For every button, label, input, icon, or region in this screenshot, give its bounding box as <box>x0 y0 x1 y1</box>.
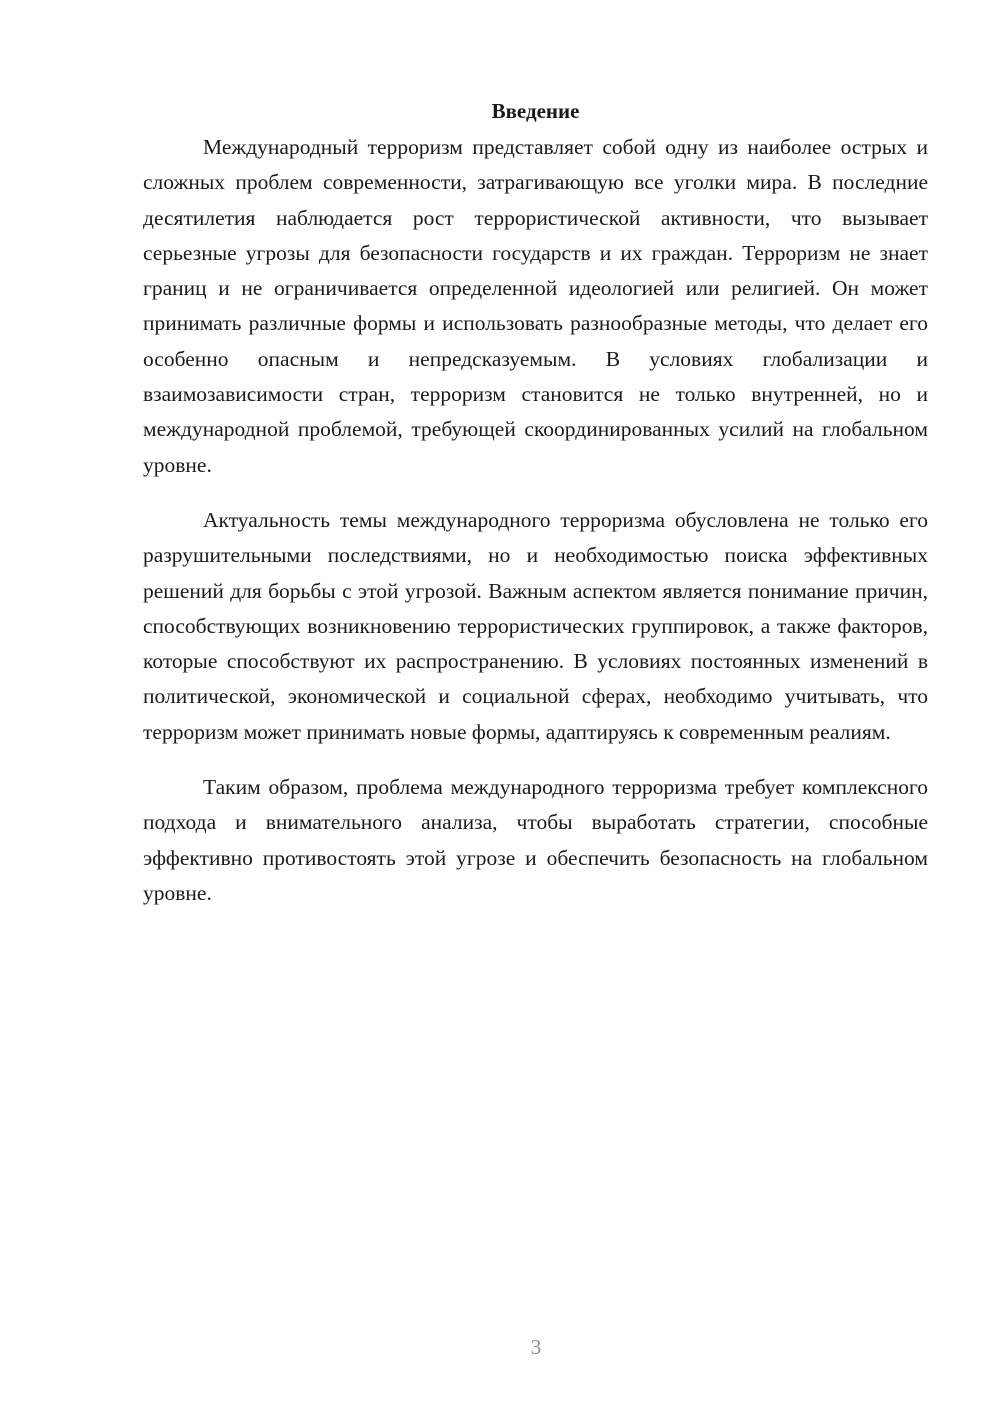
paragraph-relevance: Актуальность темы международного терроризма обусловлена не только его разрушительными последствиями, но и необходимостью поиска эффективных решений для борьбы с этой угрозой. Важным аспектом является понимание причин, способствующих возникновению террористических группировок, а также факторов, которые способствуют их распространению. В условиях постоянных изменений в политической, экономической и социальной сферах, необходимо учитывать, что терроризм может принимать новые формы, адаптируясь к современным реалиям. <box>143 507 928 744</box>
paragraph-intro: Международный терроризм представляет собой одну из наиболее острых и сложных проблем современности, затрагивающую все уголки мира. В последние десятилетия наблюдается рост террористической активности, что вызывает серьезные угрозы для безопасности государств и их граждан. Терроризм не знает границ и не ограничивается определенной идеологией или религией. Он может принимать различные формы и использовать разнообразные методы, что делает его особенно опасным и непредсказуемым. В условиях глобализации и взаимозависимости стран, терроризм становится не только внутренней, но и международной проблемой, требующей скоординированных усилий на глобальном уровне. <box>143 135 928 477</box>
page-number: 3 <box>530 1335 542 1359</box>
paragraph-conclusion: Таким образом, проблема международного терроризма требует комплексного подхода и внимательного анализа, чтобы выработать стратегии, способные эффективно противостоять этой угрозе и обеспечить безопасность на глобальном уровне. <box>143 775 928 905</box>
section-heading: Введение <box>491 99 580 123</box>
page-content <box>143 96 928 931</box>
